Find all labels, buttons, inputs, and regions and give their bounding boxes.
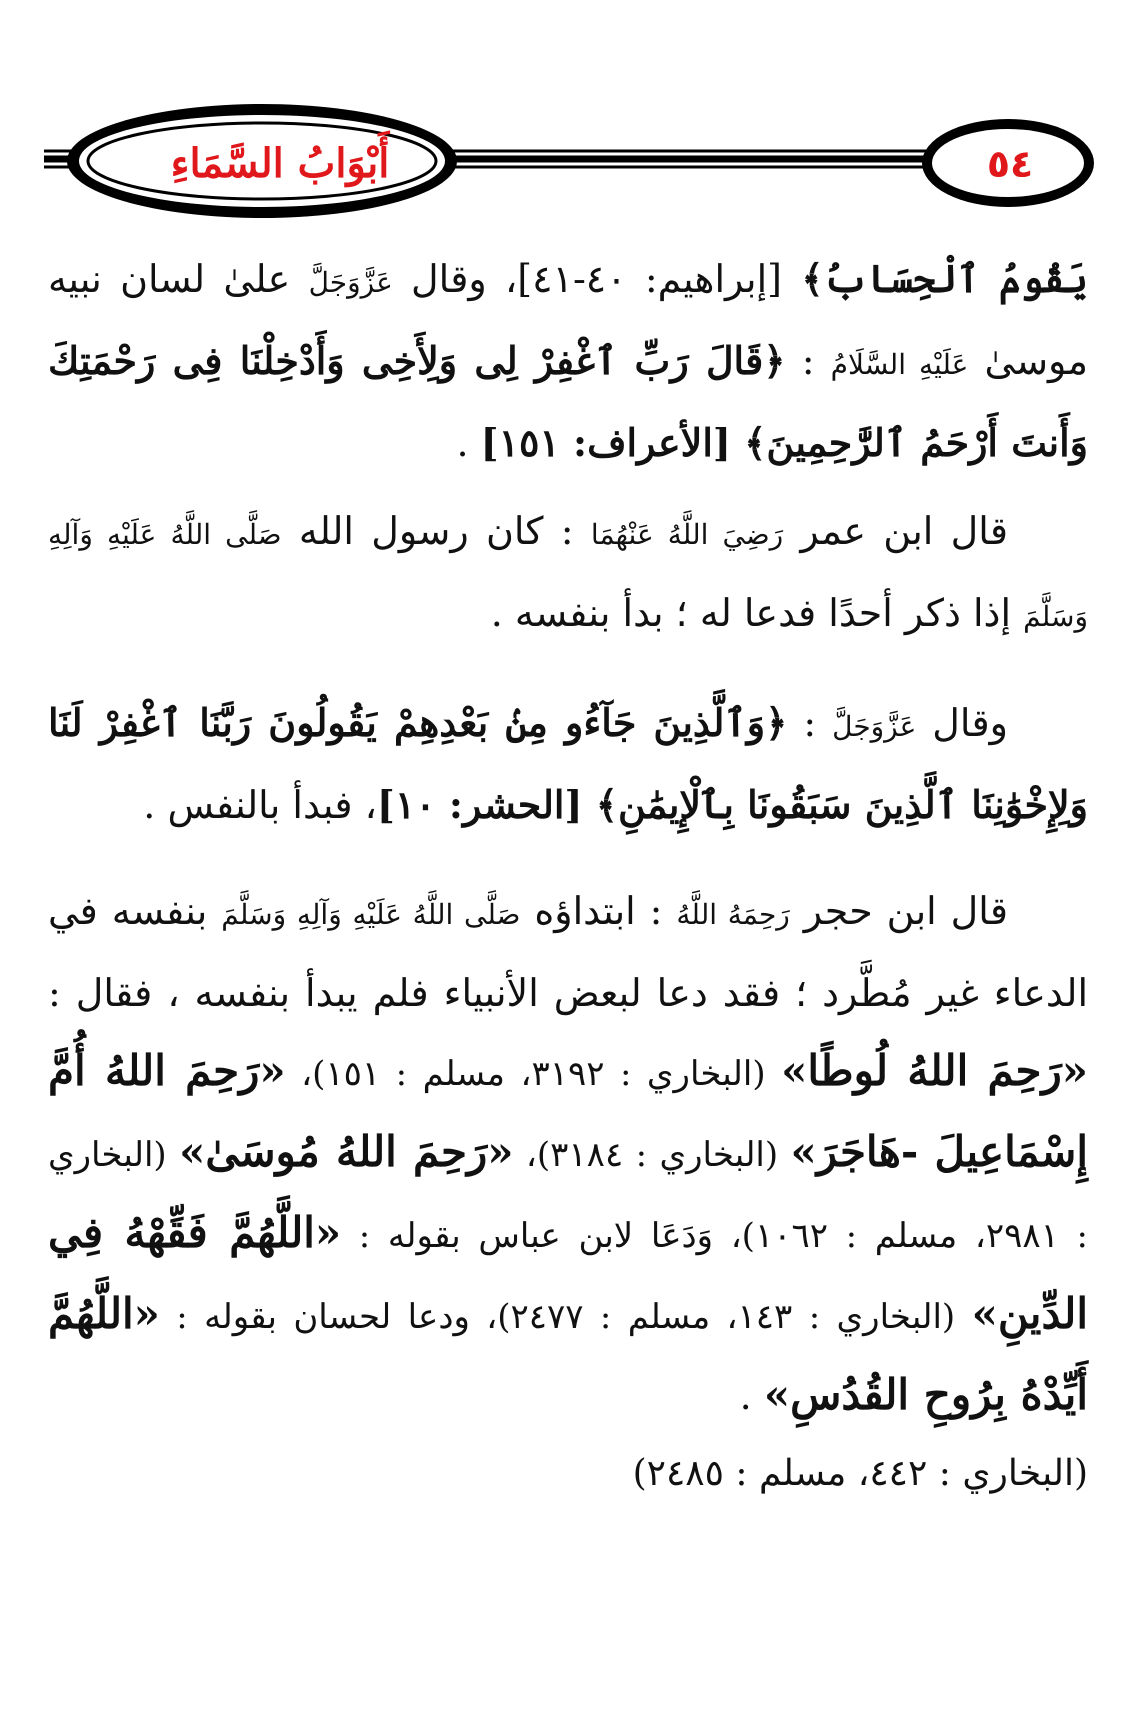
source-reference: (البخاري : ٤٤٢، مسلم : ٢٤٨٥) — [632, 1453, 1088, 1494]
text-run: قال ابن عمر — [783, 509, 1008, 553]
text-run: . — [456, 421, 481, 465]
page-number: ٥٤ — [986, 142, 1034, 186]
running-title: أَبْوَابُ السَّمَاءِ — [170, 139, 390, 187]
honorific: عَزَّوَجَلَّ — [308, 266, 393, 299]
verse-reference: [إبراهيم: ٤٠-٤١] — [517, 257, 782, 301]
hadith-quote: «رَحِمَ اللهُ أُمَّ إِسْمَاعِيلَ -هَاجَرَ» — [48, 1046, 1089, 1176]
hadith-quote: «رَحِمَ اللهُ لُوطًا» — [781, 1046, 1088, 1095]
honorific: صَلَّى اللَّهُ عَلَيْهِ وَآلِهِ وَسَلَّمَ — [221, 898, 521, 931]
hadith-reference: (البخاري : ٣١٩٢، مسلم : ١٥١)، — [285, 1054, 782, 1094]
text-run: علىٰ لسان نبيه موسىٰ — [48, 257, 1089, 383]
text-run: . — [739, 1374, 764, 1418]
quran-verse: ﴿وَٱلَّذِينَ جَآءُو مِنۢ بَعْدِهِمْ يَقُولُونَ رَبَّنَا ٱغْفِرْ لَنَا وَلِإِخْوَٰنِنَا ٱلَّذِينَ سَبَقُونَا بِٱلْإِيمَٰنِ﴾ — [48, 700, 1088, 827]
honorific: عَزَّوَجَلَّ — [832, 710, 917, 743]
text-run: إذا ذكر أحدًا فدعا له ؛ بدأ بنفسه . — [490, 591, 1024, 635]
hadith-reference: (البخاري : ١٤٣، مسلم : ٢٤٧٧)، ودعا لحسان بقوله : — [159, 1297, 972, 1337]
text-run: وقال — [916, 701, 1008, 745]
text-run: ، وقال — [392, 257, 518, 301]
hadith-reference: (البخاري : ٢٩٨١، مسلم : ١٠٦٢)، وَدَعَا لابن عباس بقوله : — [48, 1135, 1088, 1256]
hadith-quote: «اللَّهُمَّ فَقِّهْهُ فِي الدِّينِ» — [48, 1208, 1089, 1338]
quran-verse: ﴿قَالَ رَبِّ ٱغْفِرْ لِى وَلِأَخِى وَأَدْخِلْنَا فِى رَحْمَتِكَ وَأَنتَ أَرْحَمُ ٱلرَّٰحِمِينَ﴾ — [48, 338, 1088, 465]
text-run: : كان رسول الله — [281, 509, 591, 553]
verse-reference: [الأعراف: ١٥١] — [480, 420, 745, 465]
text-run: : ابتداؤه — [520, 889, 677, 933]
text-run: قال ابن حجر — [789, 889, 1009, 933]
paragraph-3 — [48, 684, 1088, 844]
hadith-quote: «رَحِمَ اللهُ مُوسَىٰ» — [179, 1127, 514, 1176]
text-run: : — [787, 701, 833, 745]
honorific: رَضِيَ اللَّهُ عَنْهُمَا — [590, 518, 784, 551]
text-run: : — [785, 339, 831, 383]
paragraph-2 — [48, 492, 1088, 656]
honorific: عَلَيْهِ السَّلَامُ — [830, 348, 969, 381]
hadith-quote: «اللَّهُمَّ أَيِّدْهُ بِرُوحِ القُدُسِ» — [48, 1289, 1088, 1419]
paragraph-1 — [48, 240, 1088, 482]
honorific: رَحِمَهُ اللَّهُ — [676, 898, 790, 931]
paragraph-4 — [48, 872, 1088, 1435]
quran-verse-end: يَقُومُ ٱلْحِسَابُ﴾ — [781, 256, 1088, 301]
verse-reference: [الحشر: ١٠] — [376, 782, 596, 827]
text-run: بنفسه في الدعاء غير مُطَّرد ؛ فقد دعا لبعض الأنبياء فلم يبدأ بنفسه ، فقال : — [48, 889, 1088, 1015]
page-body — [48, 240, 1088, 1509]
hadith-reference: (البخاري : ٣١٨٤)، — [513, 1135, 791, 1175]
honorific: صَلَّى اللَّهُ عَلَيْهِ وَآلِهِ وَسَلَّمَ — [48, 518, 1088, 633]
text-run: ، فبدأ بالنفس . — [143, 783, 377, 827]
page-header — [0, 0, 1132, 220]
